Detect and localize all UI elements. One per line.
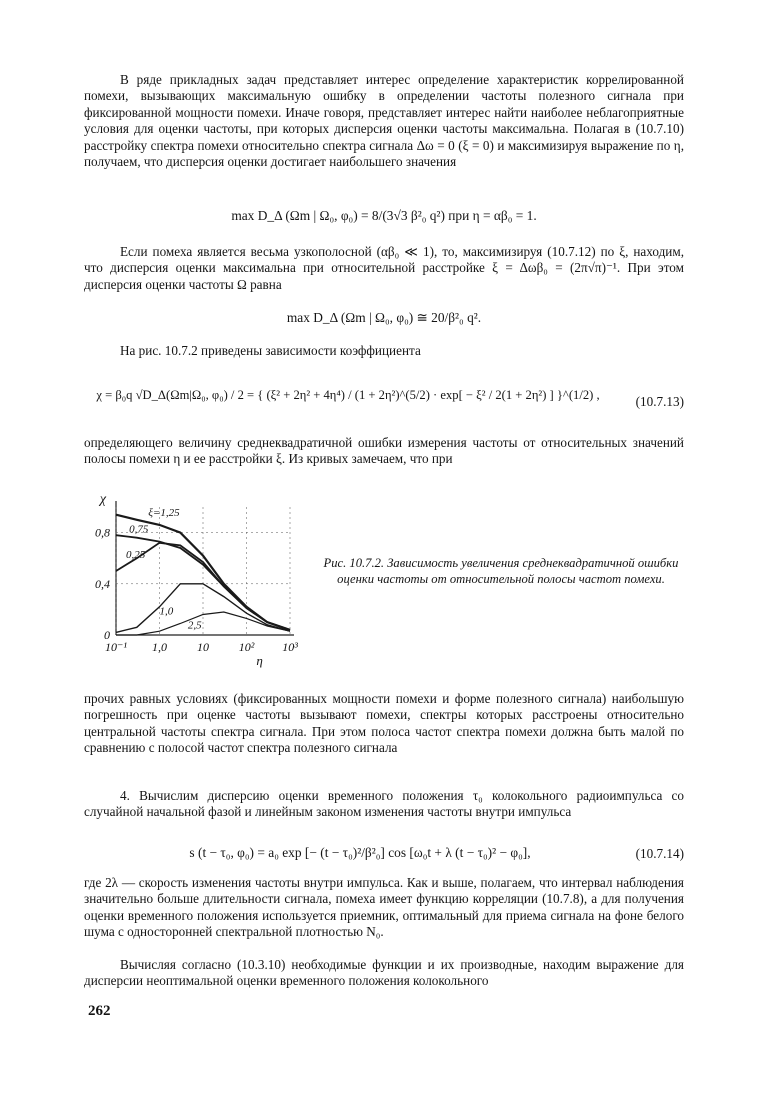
y-axis-label: χ — [99, 492, 106, 507]
figure-caption: Рис. 10.7.2. Зависимость увеличения среднеквадратичной ошибки оценки частоты от относительной полосы частот помехи. — [323, 556, 679, 586]
equation-number-10-7-13: (10.7.13) — [635, 394, 684, 409]
series-label: 2,5 — [187, 619, 202, 632]
paragraph-narrowband: Если помеха является весьма узкополосной (αβ₀ ≪ 1), то, максимизируя (10.7.12) по ξ, находим, что дисперсия оценки максимальна при относительной расстройке ξ = Δωβ₀ = (2π√π)⁻¹. При этом дисперсия оценки частоты Ω равна — [84, 244, 684, 292]
paragraph-final: Вычисляя согласно (10.3.10) необходимые функции и их производные, находим выражение для дисперсии неоптимальной оценки временного положения колокольного — [84, 957, 684, 989]
equation-chi: χ = β₀q √D_Δ(Ωm|Ω₀, φ₀) / 2 = { (ξ² + 2η² + 4η⁴) / (1 + 2η²)^(5/2) · exp[ − ξ² / 2(1 + 2η²) ] }^(1/2) , — [96, 388, 600, 402]
x-tick-label: 10⁻¹ — [105, 640, 127, 654]
x-tick-label: 10² — [238, 640, 255, 654]
paragraph-lambda: где 2λ — скорость изменения частоты внутри импульса. Как и выше, полагаем, что интервал наблюдения значительно больше длительности сигнала, помеха имеет функцию корреляции (10.7.8), а для получения оценки временного положения используется приемник, оптимальный для приема сигнала на фоне белого шума с односторонней спектральной плотностью N₀. — [84, 875, 684, 940]
paragraph-conclusion: прочих равных условиях (фиксированных мощности помехи и форме полезного сигнала) наибольшую погрешность при оценке частоты вызывают помехи, спектры которых расстроены относительно центральной частоты спектра сигнала. При этом полоса частот спектра помехи должна быть малой по сравнению с полосой частот спектра полезного сигнала — [84, 691, 684, 756]
y-tick-label: 0,8 — [95, 525, 110, 540]
paragraph-item-4: 4. Вычислим дисперсию оценки временного положения τ₀ колокольного радиоимпульса со случайной начальной фазой и линейным законом изменения частоты внутри импульса — [84, 788, 684, 820]
paragraph-figure-ref: На рис. 10.7.2 приведены зависимости коэффициента — [120, 343, 421, 358]
x-tick-label: 10 — [197, 640, 209, 654]
series-label: ξ=1,25 — [148, 506, 180, 519]
equation-signal: s (t − τ₀, φ₀) = a₀ exp [− (t − τ₀)²/β²₀] cos [ω₀t + λ (t − τ₀)² − φ₀], — [189, 845, 531, 860]
page-number: 262 — [88, 1003, 111, 1019]
figure-10-7-2-chart — [80, 485, 302, 673]
series-label: 0,25 — [126, 549, 146, 562]
paragraph-curves: определяющего величину среднеквадратичной ошибки измерения частоты от относительных значений полосы помехи η и ее расстройки ξ. Из кривых замечаем, что при — [84, 435, 684, 467]
equation-max-variance-2: max D_Δ (Ωm | Ω₀, φ₀) ≅ 20/β²₀ q². — [286, 310, 482, 325]
x-tick-label: 10³ — [282, 640, 298, 654]
equation-number-10-7-14: (10.7.14) — [635, 846, 684, 861]
x-tick-label: 1,0 — [152, 640, 167, 654]
y-tick-label: 0 — [104, 628, 110, 642]
series-label: 0,75 — [129, 523, 149, 536]
x-axis-label: η — [256, 653, 263, 668]
paragraph-intro: В ряде прикладных задач представляет интерес определение характеристик коррелированной помехи, вызывающих максимальную ошибку в определении частоты полезного сигнала при фиксированной мощности помехи. Иначе говоря, представляет интерес найти наиболее неблагоприятные условия для оценки частоты, при которых дисперсия оценки частоты максимальна. Полагая в (10.7.10) расстройку спектра помехи относительно спектра сигнала Δω = 0 (ξ = 0) и максимизируя выражение по η, получаем, что дисперсия оценки достигает наибольшего значения — [84, 72, 684, 170]
y-tick-label: 0,4 — [95, 576, 110, 591]
series-label: 1,0 — [159, 605, 174, 618]
equation-max-variance: max D_Δ (Ωm | Ω₀, φ₀) = 8/(3√3 β²₀ q²) при η = αβ₀ = 1. — [231, 208, 537, 223]
